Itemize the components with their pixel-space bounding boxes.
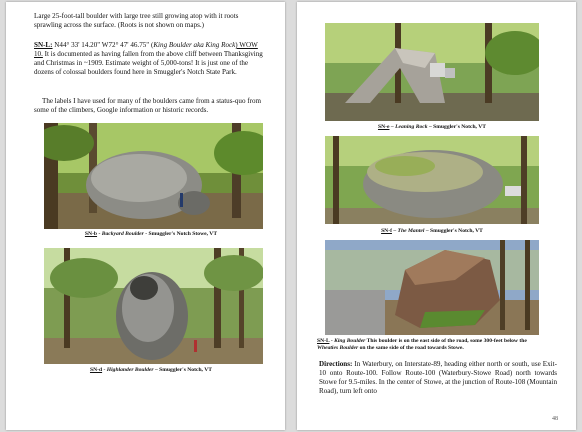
left-page — [6, 2, 285, 430]
caption-sep: - — [329, 338, 335, 344]
caption-sn-b — [34, 231, 268, 238]
photo-leaning-rock — [325, 23, 539, 121]
right-page — [297, 2, 576, 430]
caption-ref: SN-L — [317, 338, 330, 344]
caption-name-2: Wheaties Boulder — [317, 345, 359, 352]
photo-backyard-boulder — [44, 123, 263, 229]
photo-the-mantel — [325, 136, 539, 224]
caption-rest: This boulder is on the east side of the road, some 300-feet below the — [365, 338, 527, 344]
caption-ref: SN-f — [381, 228, 392, 234]
caption-sep: – — [389, 124, 396, 130]
photo-king-boulder — [325, 240, 539, 335]
caption-rest: – Smuggler's Notch, VT — [424, 228, 483, 234]
caption-name: The Mantel — [397, 228, 425, 234]
entry-sn-l — [34, 41, 268, 77]
directions-lead: Directions: — [319, 360, 353, 368]
caption-rest: – Smuggler's Notch, VT — [153, 367, 213, 373]
entry-aka: King Boulder aka King Rock — [153, 41, 236, 49]
caption-name: Leaning Rock — [395, 124, 428, 130]
caption-name: King Boulder — [334, 338, 366, 344]
caption-sn-l — [317, 338, 547, 352]
caption-rest: - Smuggler's Notch Stowe, VT — [143, 231, 218, 237]
labels-paragraph — [34, 97, 268, 115]
entry-body: It is documented as having fallen from the above cliff between Thanksgiving and Christmas in ~1909. Estimate weight of 5,000-tons! It is just one of the dozens of colossal boulders found here in Smuggler's Notch State Park. — [34, 50, 263, 77]
caption-sep: - — [102, 367, 107, 373]
labels-text: The labels I have used for many of the boulders came from a status-quo from some of the climbers, Google information or historic records. — [34, 97, 262, 115]
intro-text: Large 25-foot-tall boulder with large tree still growing atop with it roots sprawling across the surface. (Roots is not shown on maps.) — [34, 12, 239, 30]
caption-sn-e — [317, 124, 547, 131]
caption-rest: – Smuggler's Notch, VT — [427, 124, 487, 130]
caption-sn-f — [317, 228, 547, 235]
caption-sep: - — [97, 231, 102, 237]
entry-coords: N44° 33' 14.20" W72° 47' 46.75" ( — [52, 41, 154, 49]
photo-highlander-boulder — [44, 248, 263, 364]
caption-sep: – — [391, 228, 398, 234]
entry-wow: ) WOW 10. — [34, 41, 258, 59]
entry-ref: SN-L: — [34, 41, 53, 49]
caption-ref: SN-e — [377, 124, 390, 130]
directions-paragraph — [319, 360, 557, 396]
caption-name: Highlander Boulder — [106, 367, 154, 373]
intro-paragraph — [34, 12, 268, 30]
page-number: 48 — [552, 416, 558, 422]
caption-sn-d — [34, 367, 268, 374]
directions-body: In Waterbury, on Interstate-89, heading either north or south, use Exit-10 onto Route-100. Follow Route-100 (Waterbury-Stowe Road) north towards Stowe for 9.5-miles. In the center of Stowe, at the junction of Route-108 (Mountain Road), turn left onto — [319, 360, 557, 396]
caption-name: Backyard Boulder — [101, 231, 144, 237]
caption-rest-2: on the same side of the road towards Stowe. — [358, 345, 464, 352]
caption-ref: SN-b — [84, 231, 98, 237]
caption-ref: SN-d — [89, 367, 103, 373]
